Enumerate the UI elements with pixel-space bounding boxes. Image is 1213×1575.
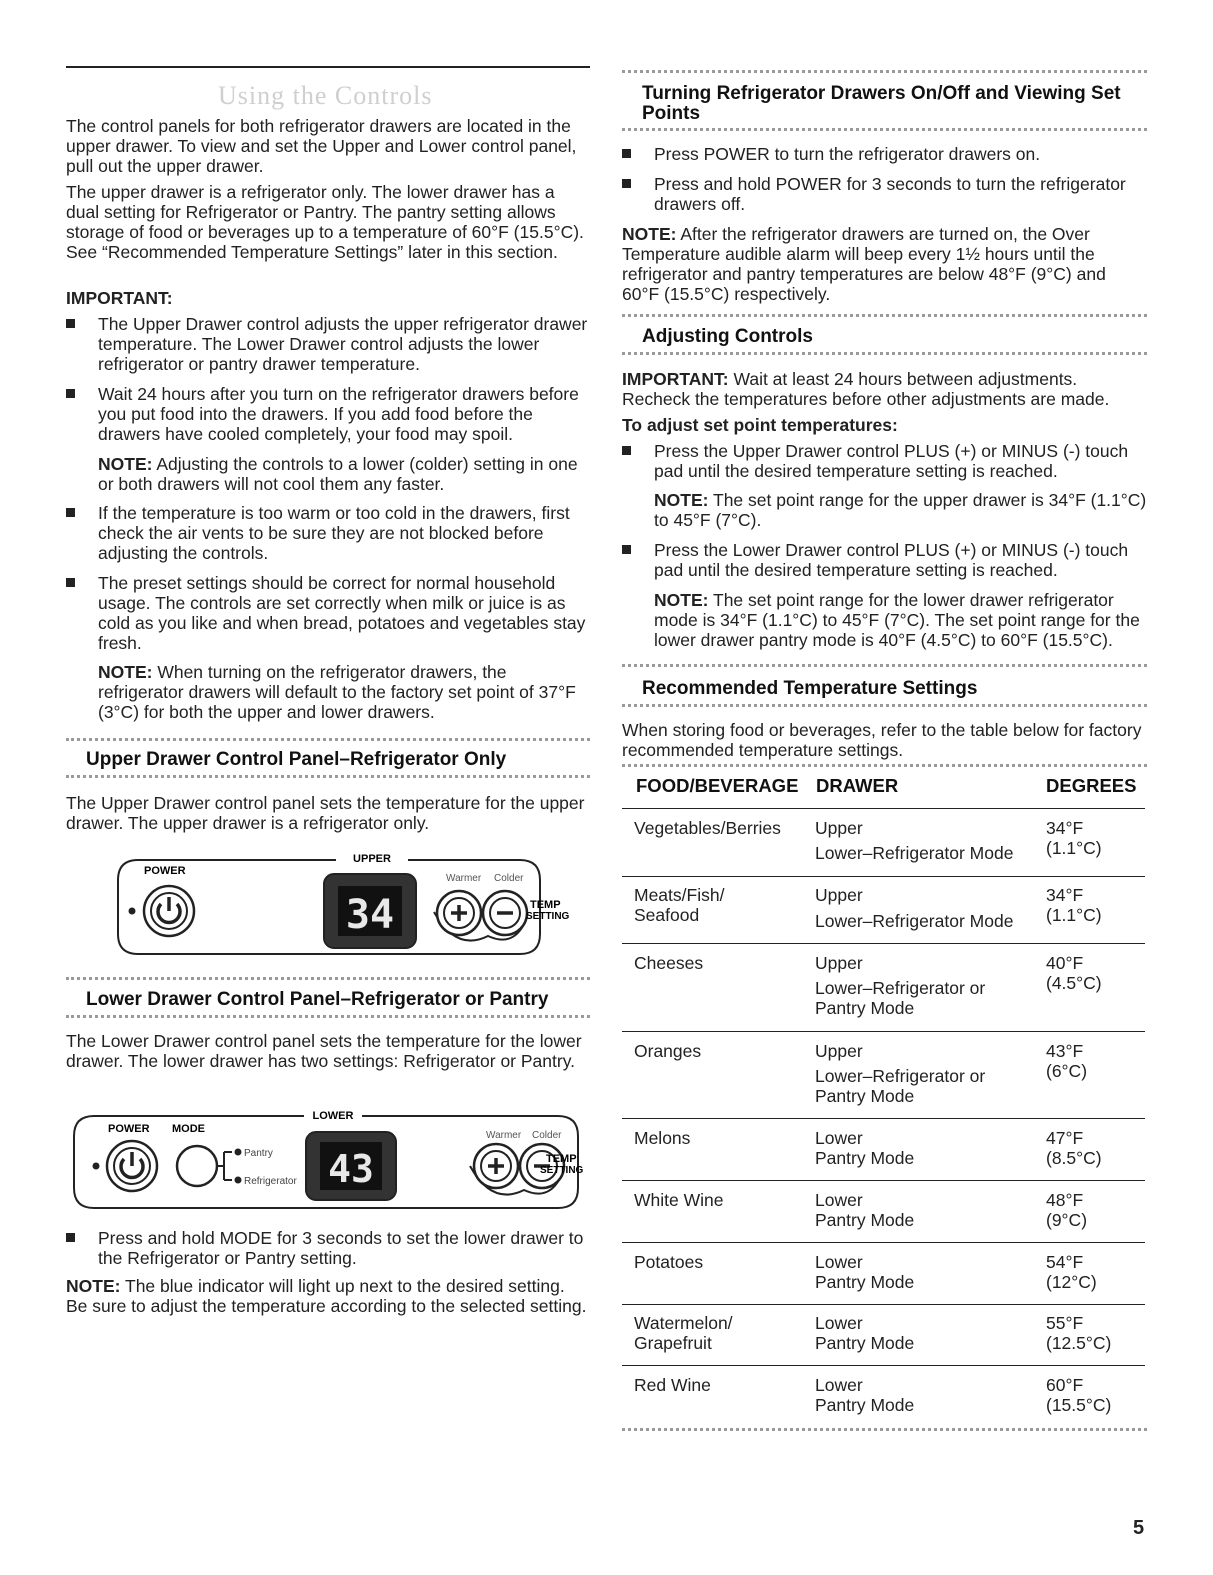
table-cell-degrees: (12.5°C)	[1046, 1333, 1112, 1353]
pantry-label: Pantry	[244, 1148, 273, 1159]
dotted-divider	[622, 128, 1147, 131]
mode-bracket	[217, 1152, 232, 1180]
dotted-divider	[66, 977, 590, 980]
table-cell-drawer: Lower–Refrigerator Mode	[815, 911, 1014, 931]
refrigerator-label: Refrigerator	[244, 1176, 297, 1187]
table-cell-degrees: 34°F	[1046, 818, 1084, 838]
dotted-divider	[622, 664, 1147, 667]
table-cell-drawer: Pantry Mode	[815, 1148, 915, 1168]
table-cell-degrees: (1.1°C)	[1046, 905, 1102, 925]
table-rule	[622, 1031, 1145, 1032]
note-label: NOTE:	[654, 590, 709, 610]
table-cell-drawer: Pantry Mode	[815, 1086, 915, 1106]
dotted-divider	[622, 314, 1147, 317]
note-label: NOTE:	[66, 1276, 121, 1296]
mode-button[interactable]	[177, 1146, 217, 1186]
note-label: NOTE:	[98, 454, 153, 474]
dotted-divider	[622, 1428, 1147, 1431]
table-cell-food: Red Wine	[634, 1375, 711, 1395]
note-over-temperature	[622, 224, 1147, 304]
note-label: NOTE:	[654, 490, 709, 510]
table-cell-drawer: Upper	[815, 953, 863, 973]
temp-label: TEMP	[546, 1153, 577, 1165]
display-value: 43	[328, 1147, 374, 1191]
table-cell-drawer: Upper	[815, 818, 863, 838]
table-header-degrees: DEGREES	[1046, 775, 1137, 796]
table-cell-food: Potatoes	[634, 1252, 704, 1272]
table-cell-drawer: Lower–Refrigerator Mode	[815, 843, 1014, 863]
adjust-label: To adjust set point temperatures:	[622, 415, 898, 435]
note-text: After the refrigerator drawers are turned on, the Over Temperature audible alarm will beep every 1½ hours until the refrigerator and pantry temperatures are below 48°F (9°C) and 60°F (15.5°C) respectively.	[622, 224, 1106, 304]
table-header-food: FOOD/BEVERAGE	[636, 775, 799, 796]
table-cell-drawer: Pantry Mode	[815, 1272, 915, 1292]
power-indicator-dot	[129, 908, 136, 915]
dotted-divider	[622, 70, 1147, 73]
table-cell-drawer: Upper	[815, 1041, 863, 1061]
upper-control-panel	[116, 848, 570, 960]
note-text: The set point range for the lower drawer refrigerator mode is 34°F (1.1°C) to 45°F (7°C). The set point range for the lower drawer pantry mode is 40°F (4.5°C) to 60°F (15.5°C).	[654, 590, 1140, 650]
warmer-label: Warmer	[446, 873, 482, 884]
bullet-hold-power: Press and hold POWER for 3 seconds to turn the refrigerator drawers off.	[622, 174, 1147, 214]
lower-panel-heading: Lower Drawer Control Panel–Refrigerator or Pantry	[86, 989, 549, 1010]
page-number: 5	[1133, 1517, 1145, 1539]
table-rule	[622, 1304, 1145, 1305]
table-cell-degrees: 48°F	[1046, 1190, 1084, 1210]
note-upper-range	[654, 490, 1147, 530]
note-colder-setting	[98, 454, 590, 494]
upper-panel-heading: Upper Drawer Control Panel–Refrigerator Only	[86, 749, 507, 770]
lower-panel-text: The Lower Drawer control panel sets the temperature for the lower drawer. The lower drawer has two settings: Refrigerator or Pantry.	[66, 1031, 582, 1071]
table-cell-drawer: Lower	[815, 1252, 863, 1272]
bullet-wait-24-hours: Wait 24 hours after you turn on the refrigerator drawers before you put food into the drawers. If you add food before the drawers have cooled completely, your food may spoil.	[66, 384, 590, 444]
table-cell-degrees: (15.5°C)	[1046, 1395, 1112, 1415]
table-cell-drawer: Lower	[815, 1375, 863, 1395]
dotted-divider	[66, 1015, 590, 1018]
note-lower-range	[654, 590, 1147, 650]
power-button[interactable]	[144, 886, 194, 936]
important-wait	[622, 369, 1147, 409]
table-cell-degrees: 40°F	[1046, 953, 1084, 973]
table-cell-food: Grapefruit	[634, 1333, 712, 1353]
upper-panel-text: The Upper Drawer control panel sets the temperature for the upper drawer. The upper drawer is a refrigerator only.	[66, 793, 585, 833]
table-rule	[622, 1242, 1145, 1243]
table-cell-drawer: Pantry Mode	[815, 1395, 915, 1415]
dotted-divider	[622, 704, 1147, 707]
table-cell-drawer: Lower	[815, 1128, 863, 1148]
bullet-preset-settings: The preset settings should be correct for normal household usage. The controls are set correctly when milk or juice is as cold as you like and when bread, potatoes and vegetables stay fresh.	[66, 573, 590, 653]
table-intro: When storing food or beverages, refer to the table below for factory recommended temperature settings.	[622, 720, 1142, 760]
plus-button[interactable]	[437, 891, 481, 935]
table-rule	[622, 808, 1145, 809]
power-label: POWER	[144, 865, 186, 877]
note-label: NOTE:	[622, 224, 677, 244]
table-cell-degrees: (9°C)	[1046, 1210, 1088, 1230]
important-label: IMPORTANT:	[622, 369, 729, 389]
important-label: IMPORTANT:	[66, 288, 173, 308]
refrigerator-indicator	[235, 1177, 242, 1184]
bullet-mode-hold: Press and hold MODE for 3 seconds to set the lower drawer to the Refrigerator or Pantry setting.	[66, 1228, 590, 1268]
bullet-upper-plus-minus: Press the Upper Drawer control PLUS (+) or MINUS (-) touch pad until the desired temperature setting is reached.	[622, 441, 1147, 481]
setting-label: SETTING	[540, 1165, 584, 1176]
note-default-set-point	[98, 662, 590, 722]
dotted-divider	[66, 738, 590, 741]
lower-panel-label: LOWER	[312, 1110, 354, 1122]
minus-button[interactable]	[483, 891, 527, 935]
intro-paragraph-2: The upper drawer is a refrigerator only. The lower drawer has a dual setting for Refrigerator or Pantry. The pantry setting allows storage of food or beverages up to a temperature of 60°F (15.5°C). See “Recommended Temperature Settings” later in this section.	[66, 182, 584, 262]
table-cell-drawer: Lower	[815, 1190, 863, 1210]
table-cell-drawer: Upper	[815, 885, 863, 905]
table-cell-degrees: (8.5°C)	[1046, 1148, 1102, 1168]
adjusting-controls-heading: Adjusting Controls	[642, 326, 813, 347]
table-cell-degrees: 47°F	[1046, 1128, 1084, 1148]
colder-label: Colder	[532, 1130, 562, 1141]
note-blue-indicator	[66, 1276, 590, 1316]
table-cell-food: Seafood	[634, 905, 700, 925]
table-cell-food: Cheeses	[634, 953, 704, 973]
table-cell-food: Meats/Fish/	[634, 885, 725, 905]
table-cell-degrees: (12°C)	[1046, 1272, 1097, 1292]
table-rule	[622, 1365, 1145, 1366]
recommended-settings-heading: Recommended Temperature Settings	[642, 678, 978, 699]
warmer-label: Warmer	[486, 1130, 522, 1141]
power-label: POWER	[108, 1123, 150, 1135]
dotted-divider	[66, 775, 590, 778]
bullet-too-warm: If the temperature is too warm or too cold in the drawers, first check the air vents to be sure they are not blocked before adjusting the controls.	[66, 503, 590, 563]
table-cell-drawer: Pantry Mode	[815, 1333, 915, 1353]
table-cell-drawer: Lower–Refrigerator or	[815, 978, 986, 998]
section-title: Using the Controls	[218, 81, 433, 110]
note-text: When turning on the refrigerator drawers, the refrigerator drawers will default to the factory set point of 37°F (3°C) for both the upper and lower drawers.	[98, 662, 576, 722]
mode-label: MODE	[172, 1123, 205, 1135]
table-cell-food: Melons	[634, 1128, 691, 1148]
table-cell-food: Vegetables/Berries	[634, 818, 781, 838]
dotted-divider	[622, 352, 1147, 355]
table-cell-drawer: Lower	[815, 1313, 863, 1333]
table-rule	[622, 1180, 1145, 1181]
bullet-press-power: Press POWER to turn the refrigerator drawers on.	[622, 144, 1147, 164]
table-cell-food: Oranges	[634, 1041, 702, 1061]
table-cell-drawer: Pantry Mode	[815, 998, 915, 1018]
top-rule	[66, 66, 590, 68]
dotted-divider	[622, 764, 1147, 767]
table-cell-drawer: Pantry Mode	[815, 1210, 915, 1230]
setting-label: SETTING	[526, 911, 570, 922]
table-rule	[622, 1118, 1145, 1119]
table-cell-degrees: (4.5°C)	[1046, 973, 1102, 993]
pantry-indicator	[235, 1149, 242, 1156]
table-cell-food: White Wine	[634, 1190, 724, 1210]
table-cell-degrees: (1.1°C)	[1046, 838, 1102, 858]
table-rule	[622, 876, 1145, 877]
table-cell-degrees: (6°C)	[1046, 1061, 1088, 1081]
note-text: The blue indicator will light up next to the desired setting. Be sure to adjust the temperature according to the selected setting.	[66, 1276, 587, 1316]
bullet-lower-plus-minus: Press the Lower Drawer control PLUS (+) or MINUS (-) touch pad until the desired temperature setting is reached.	[622, 540, 1147, 580]
table-cell-degrees: 60°F	[1046, 1375, 1084, 1395]
intro-paragraph-1: The control panels for both refrigerator drawers are located in the upper drawer. To view and set the Upper and Lower control panel, pull out the upper drawer.	[66, 116, 577, 176]
table-cell-drawer: Lower–Refrigerator or	[815, 1066, 986, 1086]
power-indicator-dot	[93, 1163, 100, 1170]
note-text: Adjusting the controls to a lower (colder) setting in one or both drawers will not cool them any faster.	[98, 454, 578, 494]
temp-label: TEMP	[530, 899, 561, 911]
important-text: Wait at least 24 hours between adjustments. Recheck the temperatures before other adjustments are made.	[622, 369, 1110, 409]
note-text: The set point range for the upper drawer is 34°F (1.1°C) to 45°F (7°C).	[654, 490, 1147, 530]
table-cell-degrees: 55°F	[1046, 1313, 1084, 1333]
plus-button[interactable]	[474, 1144, 518, 1188]
table-rule	[622, 943, 1145, 944]
note-label: NOTE:	[98, 662, 153, 682]
colder-label: Colder	[494, 873, 524, 884]
table-cell-degrees: 54°F	[1046, 1252, 1084, 1272]
upper-panel-label: UPPER	[353, 853, 391, 865]
bullet-upper-control: The Upper Drawer control adjusts the upper refrigerator drawer temperature. The Lower Drawer control adjusts the lower refrigerator or pantry drawer temperature.	[66, 314, 590, 374]
table-cell-degrees: 43°F	[1046, 1041, 1084, 1061]
table-cell-food: Watermelon/	[634, 1313, 733, 1333]
power-button[interactable]	[107, 1141, 157, 1191]
display-value: 34	[345, 892, 395, 938]
lower-control-panel	[72, 1108, 584, 1214]
on-off-heading: Turning Refrigerator Drawers On/Off and Viewing Set Points	[642, 83, 1121, 124]
table-cell-degrees: 34°F	[1046, 885, 1084, 905]
table-header-drawer: DRAWER	[816, 775, 899, 796]
